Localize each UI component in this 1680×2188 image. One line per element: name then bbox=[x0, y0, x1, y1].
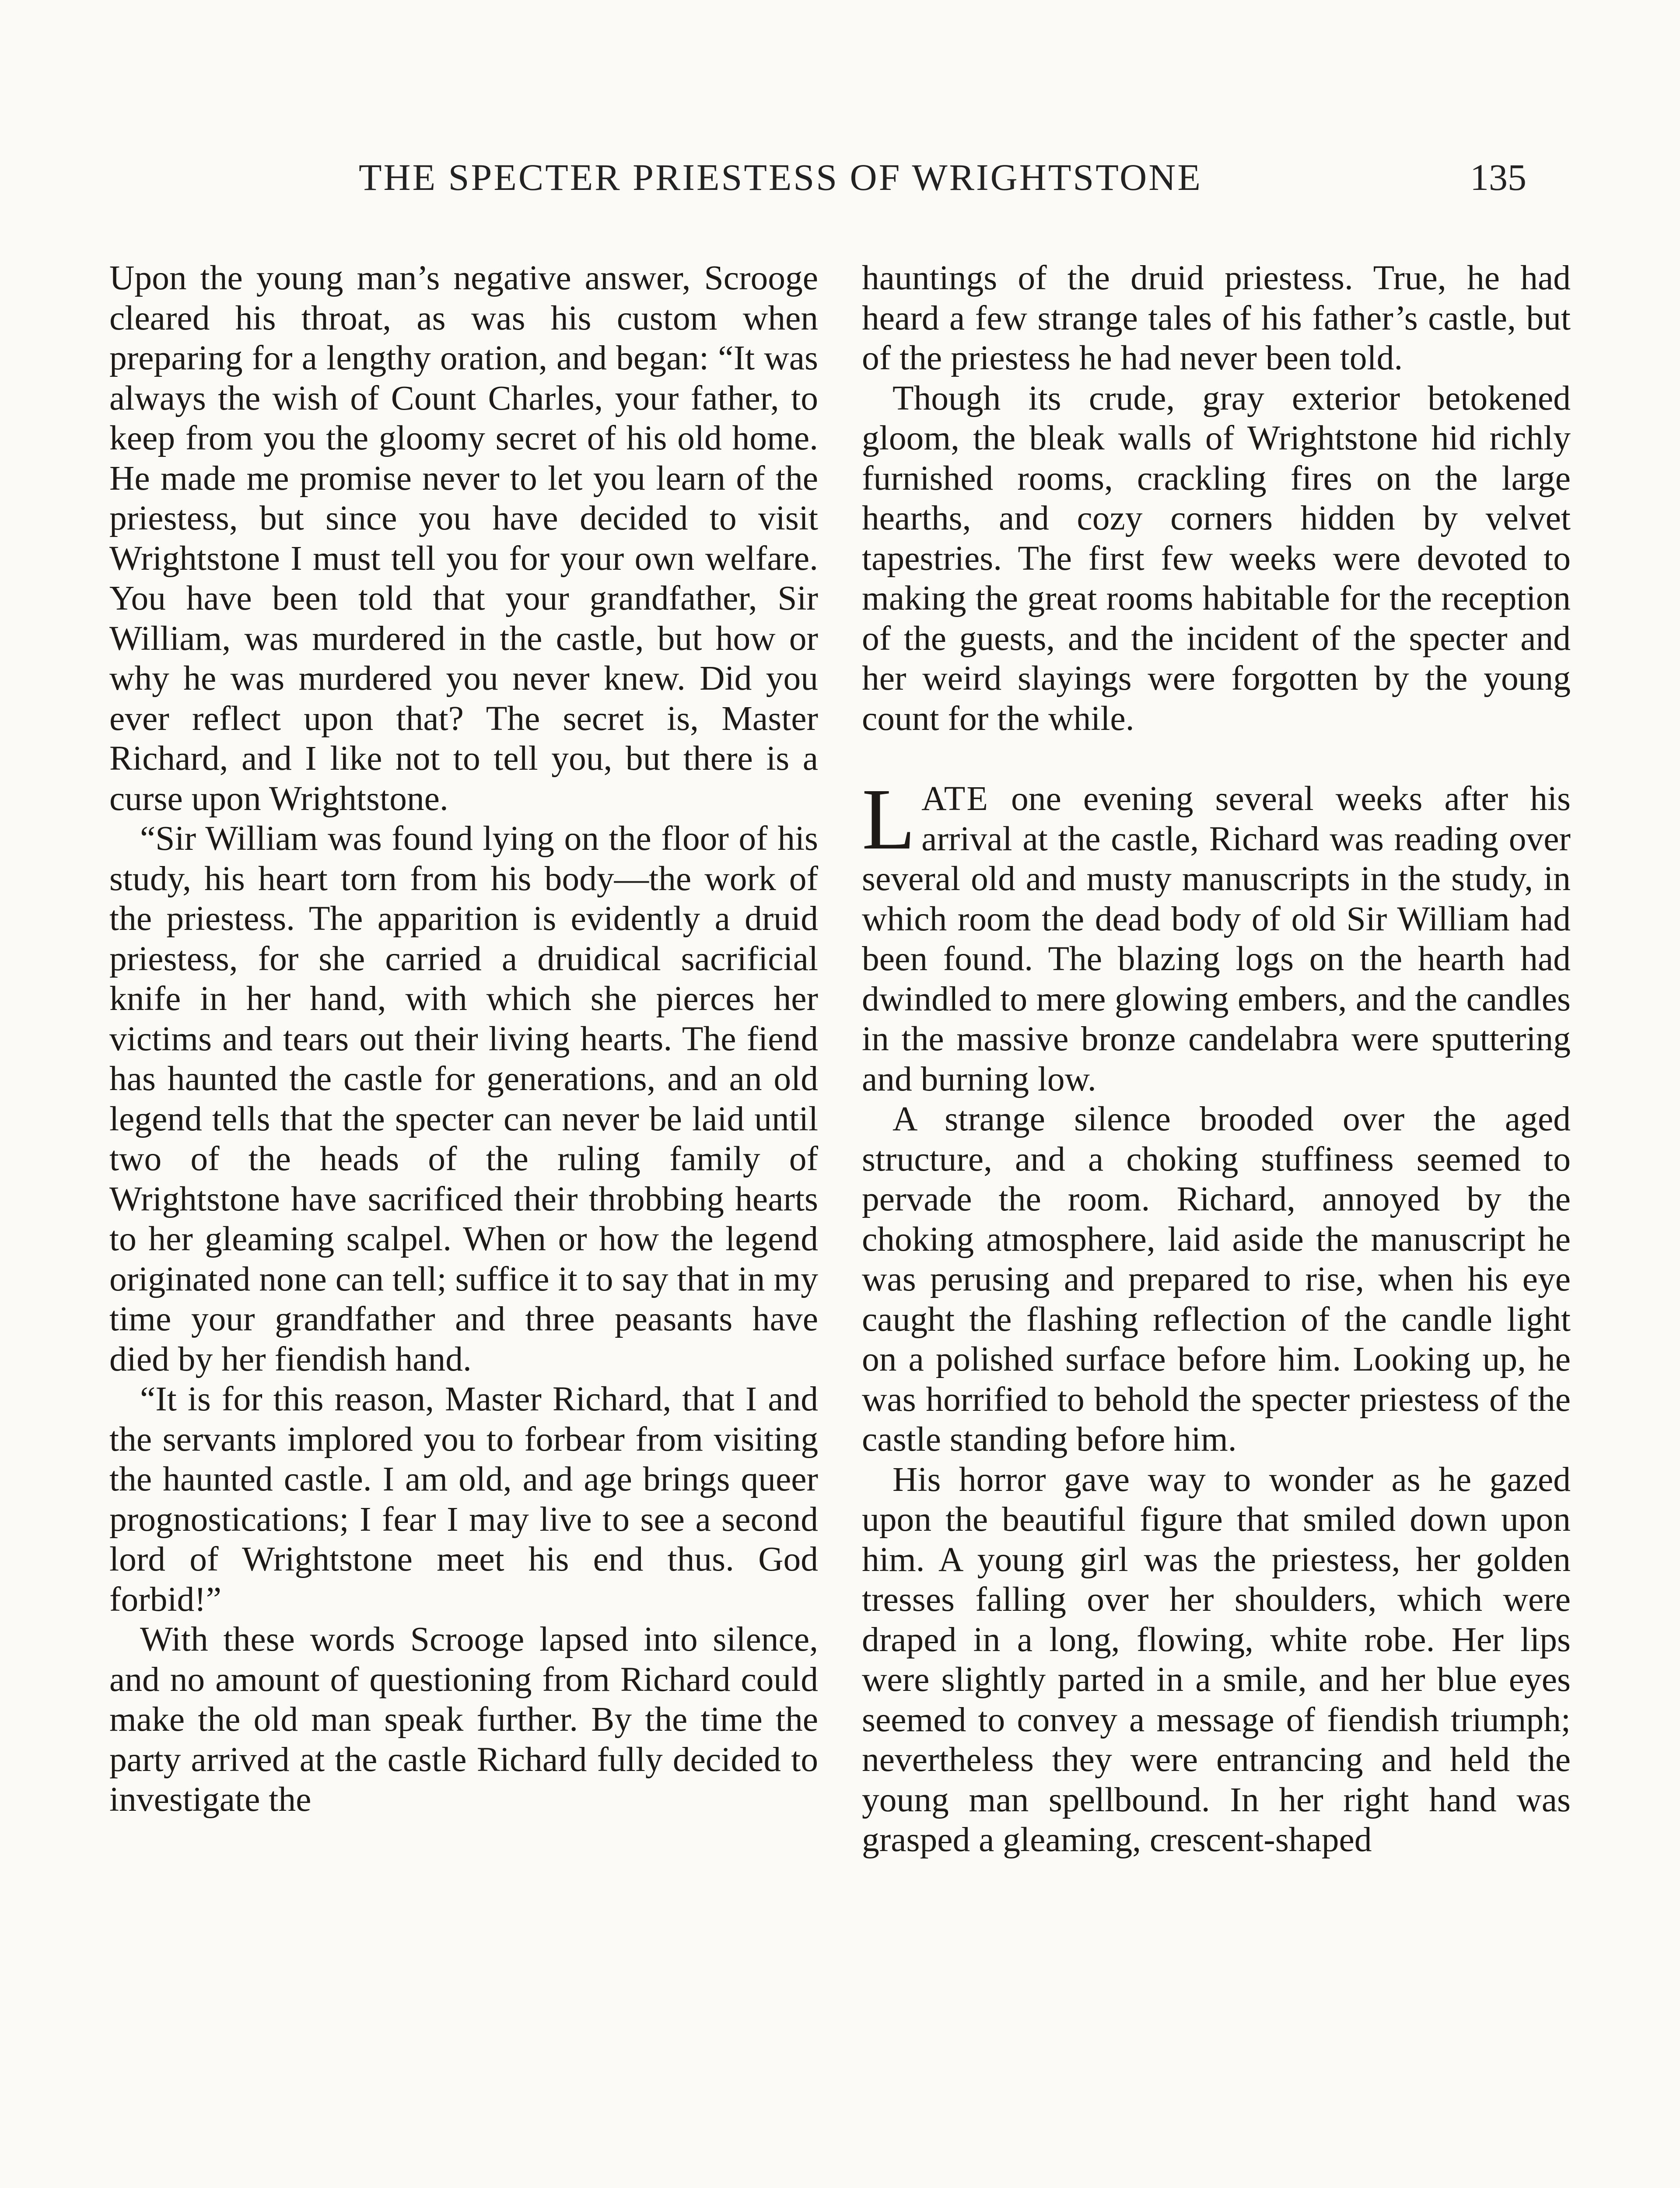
section-lead-word: ATE bbox=[921, 779, 989, 818]
page-number: 135 bbox=[1470, 156, 1526, 198]
paragraph: A strange silence brooded over the aged structure, and a choking stuffiness seemed to pervade the room. Richard, annoyed by the choking atmosphere, laid aside the manuscript he was perusing and prepared to rise, when his eye caught the flashing reflection of the candle light on a polished surface before him. Looking up, he was horrified to behold the specter priestess of the castle standing before him. bbox=[862, 1100, 1571, 1459]
paragraph: His horror gave way to wonder as he gazed upon the beautiful figure that smiled down upon him. A young girl was the priestess, her golden tresses falling over her shoulders, which were draped in a long, flowing, white robe. Her lips were slightly parted in a smile, and her blue eyes seemed to convey a message of fiendish triumph; nevertheless they were entrancing and held the young man spellbound. In her right hand was grasped a gleaming, crescent-shaped bbox=[862, 1460, 1571, 1859]
paragraph: “It is for this reason, Master Richard, that I and the servants implored you to forbear from visiting the haunted castle. I am old, and age brings queer prognostications; I fear I may live to see a second lord of Wrightstone meet his end thus. God forbid!” bbox=[109, 1380, 818, 1619]
paragraph: hauntings of the druid priestess. True, he had heard a few strange tales of his father’s castle, but of the priestess he had never been told. bbox=[862, 259, 1571, 377]
drop-cap: L bbox=[862, 771, 916, 868]
right-column bbox=[862, 258, 1571, 1860]
paragraph: Though its crude, gray exterior betokened gloom, the bleak walls of Wrightstone hid richly furnished rooms, crackling fires on the large hearths, and cozy corners hidden by velvet tapestries. The first few weeks were devoted to making the great rooms habitable for the reception of the guests, and the incident of the specter and her weird slayings were forgotten by the young count for the while. bbox=[862, 379, 1571, 738]
section-opening-paragraph bbox=[862, 771, 1571, 1099]
left-column bbox=[109, 258, 818, 1820]
section-paragraph-text: one evening several weeks after his arrival at the castle, Richard was reading over several old and musty manuscripts in the study, in which room the dead body of old Sir William had been found. The blazing logs on the hearth had dwindled to mere glowing embers, and the candles in the massive bronze candelabra were sputtering and burning low. bbox=[862, 779, 1571, 1098]
paragraph: “Sir William was found lying on the floor of his study, his heart torn from his body—the work of the priestess. The apparition is evidently a druid priestess, for she carried a druidical sacrificial knife in her hand, with which she pierces her victims and tears out their living hearts. The fiend has haunted the castle for generations, and an old legend tells that the specter can never be laid until two of the heads of the ruling family of Wrightstone have sacrificed their throbbing hearts to her gleaming scalpel. When or how the legend originated none can tell; suffice it to say that in my time your grandfather and three peasants have died by her fiendish hand. bbox=[109, 819, 818, 1378]
paragraph: Upon the young man’s negative answer, Scrooge cleared his throat, as was his custom when preparing for a lengthy oration, and began: “It was always the wish of Count Charles, your father, to keep from you the gloomy secret of his old home. He made me promise never to let you learn of the priestess, but since you have decided to visit Wrightstone I must tell you for your own welfare. You have been told that your grandfather, Sir William, was murdered in the castle, but how or why he was murdered you never knew. Did you ever reflect upon that? The secret is, Master Richard, and I like not to tell you, but there is a curse upon Wrightstone. bbox=[109, 259, 818, 818]
paragraph: With these words Scrooge lapsed into silence, and no amount of questioning from Richard could make the old man speak further. By the time the party arrived at the castle Richard fully decided to investigate the bbox=[109, 1620, 818, 1819]
running-title: THE SPECTER PRIESTESS OF WRIGHTSTONE bbox=[359, 156, 1202, 198]
